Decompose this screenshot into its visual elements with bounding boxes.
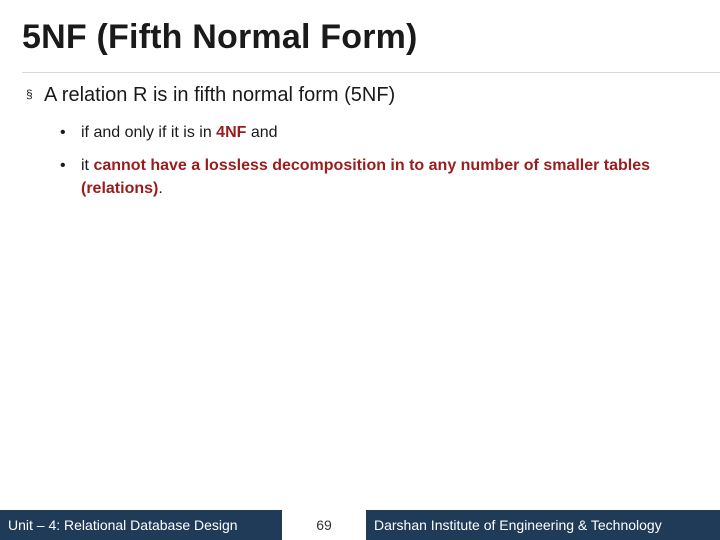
sub-point-2-after: . bbox=[158, 180, 163, 197]
sub-point-2 bbox=[60, 154, 700, 200]
sub-point-1 bbox=[60, 121, 700, 144]
sub-point-1-text bbox=[81, 121, 700, 144]
section-bullet-icon: § bbox=[26, 87, 33, 101]
page-number: 69 bbox=[316, 517, 332, 533]
bullet-icon: • bbox=[60, 157, 66, 174]
footer-institute-name: Darshan Institute of Engineering & Technology bbox=[366, 510, 720, 540]
sub-point-1-after: and bbox=[246, 124, 278, 141]
sub-point-2-text bbox=[81, 154, 700, 200]
slide-title: 5NF (Fifth Normal Form) bbox=[22, 18, 418, 56]
footer bbox=[0, 510, 720, 540]
footer-unit-label: Unit – 4: Relational Database Design bbox=[0, 510, 282, 540]
sub-point-2-highlight: cannot have a lossless decomposition in to any number of smaller tables (relations) bbox=[81, 157, 651, 197]
sub-point-1-before: if and only if it is in bbox=[81, 124, 217, 141]
main-point bbox=[26, 84, 395, 107]
bullet-icon: • bbox=[60, 124, 66, 141]
main-point-text: A relation R is in fifth normal form (5NF) bbox=[44, 84, 396, 106]
sub-point-2-before: it bbox=[81, 157, 94, 174]
sub-point-1-highlight: 4NF bbox=[216, 124, 247, 141]
title-divider bbox=[22, 72, 720, 73]
